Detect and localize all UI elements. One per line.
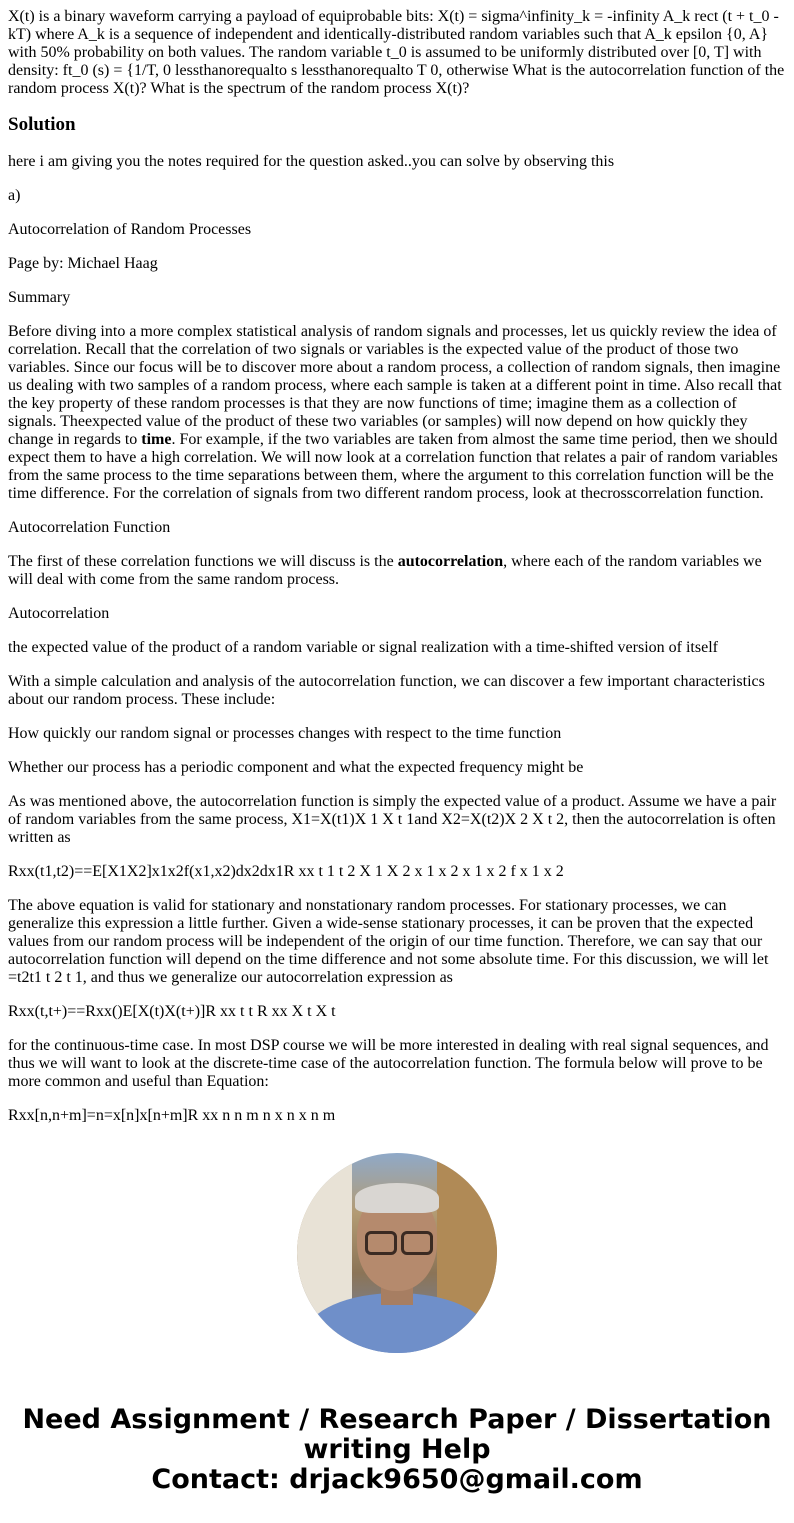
- intro-paragraph: here i am giving you the notes required for the question asked..you can solve by observing this: [8, 153, 615, 170]
- expected-value-paragraph: As was mentioned above, the autocorrelation function is simply the expected value of a product. Assume we have a pair of random variables from the same process, X1=X(t1)X 1 X t 1and X2=X(t2)X 2 X t 2, then the autocorrelation is often written as: [8, 793, 777, 846]
- summary-heading: Summary: [8, 289, 71, 306]
- equation-rxx-t1-t2: Rxx(t1,t2)==E[X1X2]x1x2f(x1,x2)dx2dx1R xx t 1 t 2 X 1 X 2 x 1 x 2 x 1 x 2 f x 1 x 2: [8, 863, 564, 880]
- contact-banner: [0, 1405, 794, 1495]
- autocorrelation-intro: [8, 553, 786, 589]
- autocorrelation-intro-b: , where each of the random variables we will deal with come from the same random process.: [8, 553, 762, 588]
- summary-text-b: . For example, if the two variables are taken from almost the same time period, then we should expect them to have a high correlation. We will now look at a correlation function that relates a pair of random variables from the same process to the time separations between them, where the argument to this correlation function will be the time difference. For the correlation of signals from two different random process, look at thecrosscorrelation function.: [8, 431, 778, 502]
- question-text: X(t) is a binary waveform carrying a payload of equiprobable bits: X(t) = sigma^infinity_k = -infinity A_k rect (t + t_0 - kT) where A_k is a sequence of independent and identically-distributed random variables such that A_k epsilon {0, A} with 50% probability on both values. The random variable t_0 is assumed to be uniformly distributed over [0, T] with density: ft_0 (s) = {1/T, 0 lessthanorequalto s lessthanorequalto T 0, otherwise What is the autocorrelation function of the random process X(t)? What is the spectrum of the random process X(t)?: [8, 8, 785, 97]
- author-line: Page by: Michael Haag: [8, 255, 158, 272]
- banner-line-1: Need Assignment / Research Paper / Dissertation: [22, 1404, 772, 1435]
- contact-email: Contact: drjack9650@gmail.com: [151, 1464, 643, 1495]
- equation-rxx-tau: Rxx(t,t+)==Rxx()E[X(t)X(t+)]R xx t t R xx X t X t: [8, 1003, 336, 1020]
- equation-rxx-discrete: Rxx[n,n+m]=n=x[n]x[n+m]R xx n n m n x n x n m: [8, 1107, 336, 1123]
- autocorrelation-function-heading: Autocorrelation Function: [8, 519, 171, 536]
- stationary-paragraph: The above equation is valid for stationary and nonstationary random processes. For stationary processes, we can generalize this expression a little further. Given a wide-sense stationary processes, it can be proven that the expected values from our random process will be independent of the origin of our time function. Therefore, we can say that our autocorrelation function will depend on the time difference and not some absolute time. For this discussion, we will let =t2t1 t 2 t 1, and thus we generalize our autocorrelation expression as: [8, 897, 769, 986]
- summary-bold-time: time: [141, 431, 172, 448]
- banner-line-2: writing Help: [303, 1434, 491, 1465]
- summary-text-a: Before diving into a more complex statistical analysis of random signals and processes, let us quickly review the idea of correlation. Recall that the correlation of two signals or variables is the expected value of the product of those two variables. Since our focus will be to discover more about a random process, a collection of random signals, then imagine us dealing with two samples of a random process, where each sample is taken at a different point in time. Also recall that the key property of these random processes is that they are now functions of time; imagine them as a collection of signals. Theexpected value of the product of these two variables (or samples) will now depend on how quickly they change in regards to: [8, 323, 782, 448]
- part-label: a): [8, 187, 21, 204]
- definition-term: Autocorrelation: [8, 605, 110, 622]
- section-title: Autocorrelation of Random Processes: [8, 221, 252, 238]
- document-body: [8, 8, 786, 1123]
- solution-heading: Solution: [8, 114, 76, 135]
- definition-text: the expected value of the product of a random variable or signal realization with a time-shifted version of itself: [8, 639, 718, 656]
- characteristic-item: Whether our process has a periodic component and what the expected frequency might be: [8, 759, 584, 776]
- footer: [0, 1153, 794, 1495]
- avatar: [297, 1153, 497, 1353]
- autocorrelation-bold: autocorrelation: [397, 553, 504, 570]
- summary-paragraph: [8, 323, 786, 503]
- discrete-time-paragraph: for the continuous-time case. In most DSP course we will be more interested in dealing with real signal sequences, and thus we will want to look at the discrete-time case of the autocorrelation function. The formula below will prove to be more common and useful than Equation:: [8, 1037, 769, 1090]
- autocorrelation-intro-a: The first of these correlation functions we will discuss is the: [8, 553, 398, 570]
- characteristic-item: How quickly our random signal or processes changes with respect to the time function: [8, 725, 562, 742]
- characteristics-paragraph: With a simple calculation and analysis of the autocorrelation function, we can discover a few important characteristics about our random process. These include:: [8, 673, 765, 708]
